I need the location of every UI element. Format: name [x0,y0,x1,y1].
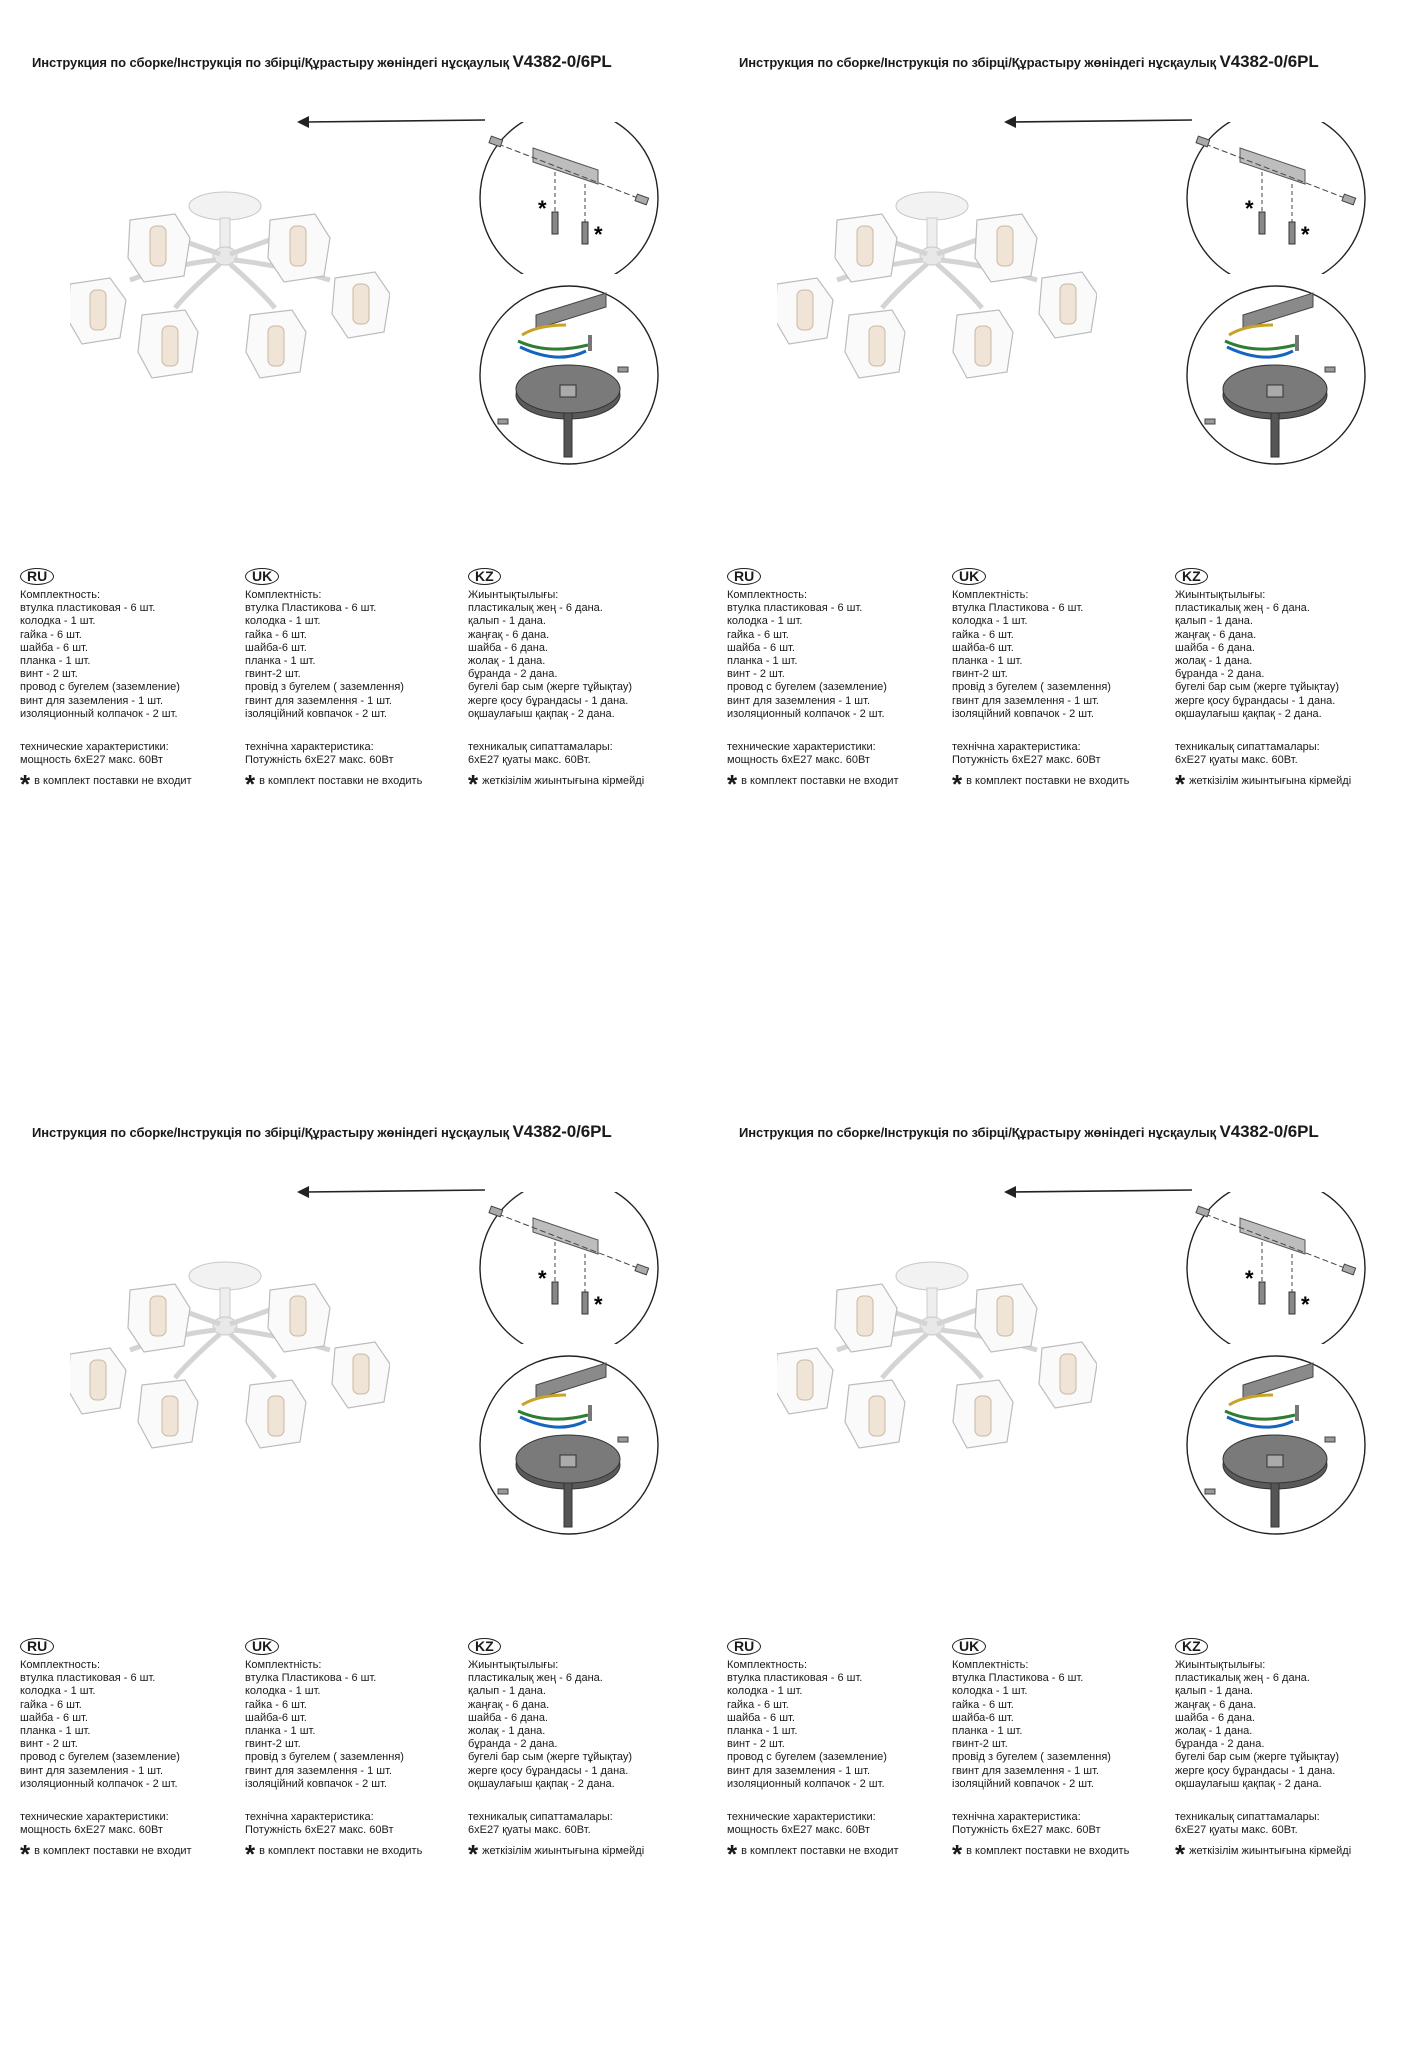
list-item: провод с бугелем (заземление) [20,681,180,694]
column-ru [20,568,192,800]
note-text: жеткізілім жиынтығына кірмейді [482,1845,645,1858]
tech-heading: технические характеристики: [727,741,876,754]
list-item: гвинт-2 шт. [245,1738,301,1751]
list-item: колодка - 1 шт. [952,1685,1028,1698]
tech-heading: технічна характеристика: [245,741,374,754]
wiring-canopy-diagram [1185,285,1367,475]
list-item: жолақ - 1 дана. [1175,1725,1253,1738]
title-text: Инструкция по сборке/Інструкція по збірці/Құрастыру жөніндегі нұсқаулық [739,55,1217,70]
list-item: втулка пластиковая - 6 шт. [20,1672,156,1685]
column-kz [468,1638,645,1870]
wiring-canopy-diagram [478,1355,660,1545]
asterisk-icon: * [1175,1839,1186,1870]
not-included-asterisk: * [594,222,603,247]
list-item: провід з бугелем ( заземлення) [952,681,1111,694]
contents-heading: Комплектность: [727,1659,808,1671]
note-text: жеткізілім жиынтығына кірмейді [482,775,645,788]
not-included-note [952,1839,1130,1870]
list-item: гвинт для заземлення - 1 шт. [245,694,392,707]
tech-value: мощность 6xE27 макс. 60Вт [20,1824,163,1837]
tech-heading: технічна характеристика: [245,1811,374,1824]
list-item: провід з бугелем ( заземлення) [952,1751,1111,1764]
not-included-note [245,1839,423,1870]
pointer-arrow [1002,100,1202,130]
lang-badge: RU [727,568,761,585]
list-item: бұранда - 2 дана. [468,1738,558,1751]
list-item: оқшаулағыш қақпақ - 2 дана. [1175,707,1322,720]
asterisk-icon: * [245,769,256,800]
list-item: втулка Пластикова - 6 шт. [952,1672,1084,1685]
list-item: ізоляційний ковпачок - 2 шт. [952,707,1094,720]
instruction-title [32,1122,612,1142]
list-item: гайка - 6 шт. [727,628,789,641]
lang-badge: UK [245,1638,279,1655]
list-item: изоляционный колпачок - 2 шт. [20,707,178,720]
note-text: в комплект поставки не входить [259,775,423,788]
list-item: втулка Пластикова - 6 шт. [245,1672,377,1685]
asterisk-icon: * [727,769,738,800]
title-text: Инструкция по сборке/Інструкція по збірці/Құрастыру жөніндегі нұсқаулық [739,1125,1217,1140]
list-item: жолақ - 1 дана. [468,1725,546,1738]
instruction-title [739,52,1319,72]
tech-value: мощность 6xE27 макс. 60Вт [727,1824,870,1837]
lang-badge: UK [952,568,986,585]
list-item: изоляционный колпачок - 2 шт. [20,1777,178,1790]
instruction-panel [0,0,707,1000]
list-item: гвинт-2 шт. [952,668,1008,681]
list-item: шайба - 6 шт. [727,1711,795,1724]
list-item: бугелі бар сым (жерге тұйықтау) [1175,1751,1340,1764]
list-item: втулка Пластикова - 6 шт. [245,602,377,615]
asterisk-icon: * [20,769,31,800]
tech-value: Потужність 6xE27 макс. 60Вт [952,754,1101,767]
contents-heading: Комплектность: [727,589,808,601]
title-text: Инструкция по сборке/Інструкція по збірці/Құрастыру жөніндегі нұсқаулық [32,55,510,70]
column-kz [1175,1638,1352,1870]
tech-heading: технічна характеристика: [952,741,1081,754]
list-item: бугелі бар сым (жерге тұйықтау) [468,1751,633,1764]
contents-heading: Комплектність: [952,1659,1029,1671]
model-number: V4382-0/6PL [1219,52,1319,71]
column-uk [245,568,423,800]
not-included-note [20,1839,192,1870]
lang-badge: UK [952,1638,986,1655]
contents-heading: Комплектность: [20,589,101,601]
not-included-note [1175,1839,1352,1870]
tech-value: мощность 6xE27 макс. 60Вт [727,754,870,767]
list-item: қалып - 1 дана. [468,1685,546,1698]
tech-heading: техникалық сипаттамалары: [468,1811,613,1824]
list-item: изоляционный колпачок - 2 шт. [727,707,885,720]
not-included-note [727,769,899,800]
column-ru [20,1638,192,1870]
list-item: гвинт для заземлення - 1 шт. [952,694,1099,707]
not-included-note [727,1839,899,1870]
list-item: қалып - 1 дана. [468,615,546,628]
contents-heading: Комплектність: [245,589,322,601]
list-item: шайба-6 шт. [245,1711,307,1724]
list-item: шайба - 6 дана. [468,1711,548,1724]
list-item: шайба-6 шт. [245,641,307,654]
not-included-note [1175,769,1352,800]
not-included-note [468,1839,645,1870]
list-item: колодка - 1 шт. [245,1685,321,1698]
tech-value: 6xE27 қуаты макс. 60Вт. [468,1824,591,1837]
list-item: колодка - 1 шт. [20,1685,96,1698]
bracket-mounting-diagram [478,1192,660,1344]
lang-badge: KZ [1175,568,1208,585]
list-item: гайка - 6 шт. [952,628,1014,641]
list-item: колодка - 1 шт. [20,615,96,628]
list-item: втулка пластиковая - 6 шт. [20,602,156,615]
title-text: Инструкция по сборке/Інструкція по збірці/Құрастыру жөніндегі нұсқаулық [32,1125,510,1140]
list-item: изоляционный колпачок - 2 шт. [727,1777,885,1790]
note-text: жеткізілім жиынтығына кірмейді [1189,1845,1352,1858]
list-item: колодка - 1 шт. [245,615,321,628]
not-included-asterisk: * [594,1292,603,1317]
list-item: шайба - 6 шт. [727,641,795,654]
list-item: гайка - 6 шт. [245,628,307,641]
list-item: винт - 2 шт. [727,1738,785,1751]
note-text: в комплект поставки не входить [966,1845,1130,1858]
list-item: винт - 2 шт. [727,668,785,681]
tech-value: Потужність 6xE27 макс. 60Вт [952,1824,1101,1837]
list-item: жаңғақ - 6 дана. [468,628,550,641]
list-item: планка - 1 шт. [20,1725,91,1738]
list-item: втулка пластиковая - 6 шт. [727,1672,863,1685]
list-item: гайка - 6 шт. [20,1698,82,1711]
list-item: винт для заземления - 1 шт. [727,694,871,707]
asterisk-icon: * [727,1839,738,1870]
column-uk [952,568,1130,800]
list-item: жаңғақ - 6 дана. [1175,1698,1257,1711]
list-item: планка - 1 шт. [20,655,91,668]
note-text: в комплект поставки не входить [966,775,1130,788]
list-item: оқшаулағыш қақпақ - 2 дана. [1175,1777,1322,1790]
instruction-title [739,1122,1319,1142]
tech-heading: технические характеристики: [20,741,169,754]
note-text: в комплект поставки не входит [741,775,899,788]
tech-heading: техникалық сипаттамалары: [1175,741,1320,754]
list-item: провід з бугелем ( заземлення) [245,681,404,694]
list-item: оқшаулағыш қақпақ - 2 дана. [468,707,615,720]
pointer-arrow [1002,1170,1202,1200]
contents-heading: Комплектность: [20,1659,101,1671]
list-item: провод с бугелем (заземление) [20,1751,180,1764]
list-item: колодка - 1 шт. [727,615,803,628]
not-included-note [245,769,423,800]
note-text: в комплект поставки не входит [741,1845,899,1858]
bracket-mounting-diagram [1185,122,1367,274]
chandelier-illustration [70,1250,390,1480]
list-item: гайка - 6 шт. [952,1698,1014,1711]
list-item: жолақ - 1 дана. [468,655,546,668]
not-included-note [468,769,645,800]
list-item: ізоляційний ковпачок - 2 шт. [952,1777,1094,1790]
pointer-arrow [295,100,495,130]
contents-heading: Жиынтықтылығы: [468,1659,559,1671]
tech-heading: техникалық сипаттамалары: [468,741,613,754]
bracket-mounting-diagram [478,122,660,274]
chandelier-illustration [777,180,1097,410]
list-item: гайка - 6 шт. [20,628,82,641]
column-ru [727,1638,899,1870]
lang-badge: RU [20,1638,54,1655]
contents-heading: Жиынтықтылығы: [1175,1659,1266,1671]
list-item: қалып - 1 дана. [1175,1685,1253,1698]
list-item: колодка - 1 шт. [952,615,1028,628]
list-item: планка - 1 шт. [727,655,798,668]
column-ru [727,568,899,800]
wiring-canopy-diagram [1185,1355,1367,1545]
note-text: жеткізілім жиынтығына кірмейді [1189,775,1352,788]
list-item: гайка - 6 шт. [727,1698,789,1711]
asterisk-icon: * [468,1839,479,1870]
note-text: в комплект поставки не входит [34,1845,192,1858]
column-uk [952,1638,1130,1870]
not-included-asterisk: * [1301,1292,1310,1317]
asterisk-icon: * [468,769,479,800]
list-item: оқшаулағыш қақпақ - 2 дана. [468,1777,615,1790]
list-item: колодка - 1 шт. [727,1685,803,1698]
list-item: бугелі бар сым (жерге тұйықтау) [468,681,633,694]
tech-value: мощность 6xE27 макс. 60Вт [20,754,163,767]
list-item: шайба - 6 дана. [468,641,548,654]
list-item: ізоляційний ковпачок - 2 шт. [245,1777,387,1790]
list-item: винт для заземления - 1 шт. [20,694,164,707]
list-item: планка - 1 шт. [952,655,1023,668]
not-included-asterisk: * [1245,1266,1254,1291]
note-text: в комплект поставки не входить [259,1845,423,1858]
instruction-panel [707,1070,1414,2070]
contents-heading: Комплектність: [952,589,1029,601]
list-item: гвинт для заземлення - 1 шт. [245,1764,392,1777]
instruction-panel [0,1070,707,2070]
asterisk-icon: * [20,1839,31,1870]
column-kz [1175,568,1352,800]
list-item: ізоляційний ковпачок - 2 шт. [245,707,387,720]
not-included-note [952,769,1130,800]
lang-badge: RU [20,568,54,585]
bracket-mounting-diagram [1185,1192,1367,1344]
list-item: планка - 1 шт. [727,1725,798,1738]
list-item: винт для заземления - 1 шт. [727,1764,871,1777]
tech-value: Потужність 6xE27 макс. 60Вт [245,754,394,767]
tech-value: 6xE27 қуаты макс. 60Вт. [1175,754,1298,767]
list-item: бұранда - 2 дана. [468,668,558,681]
not-included-asterisk: * [1245,196,1254,221]
lang-badge: RU [727,1638,761,1655]
list-item: жерге қосу бұрандасы - 1 дана. [468,694,629,707]
pointer-arrow [295,1170,495,1200]
asterisk-icon: * [952,1839,963,1870]
contents-heading: Комплектність: [245,1659,322,1671]
instruction-panel [707,0,1414,1000]
list-item: втулка Пластикова - 6 шт. [952,602,1084,615]
column-uk [245,1638,423,1870]
wiring-canopy-diagram [478,285,660,475]
list-item: шайба-6 шт. [952,641,1014,654]
model-number: V4382-0/6PL [512,1122,612,1141]
list-item: шайба-6 шт. [952,1711,1014,1724]
tech-heading: технические характеристики: [727,1811,876,1824]
list-item: бугелі бар сым (жерге тұйықтау) [1175,681,1340,694]
column-kz [468,568,645,800]
list-item: бұранда - 2 дана. [1175,668,1265,681]
list-item: гвинт-2 шт. [952,1738,1008,1751]
tech-value: 6xE27 қуаты макс. 60Вт. [1175,1824,1298,1837]
not-included-note [20,769,192,800]
asterisk-icon: * [245,1839,256,1870]
list-item: жолақ - 1 дана. [1175,655,1253,668]
list-item: шайба - 6 дана. [1175,1711,1255,1724]
list-item: провод с бугелем (заземление) [727,1751,887,1764]
list-item: планка - 1 шт. [952,1725,1023,1738]
note-text: в комплект поставки не входит [34,775,192,788]
tech-value: 6xE27 қуаты макс. 60Вт. [468,754,591,767]
list-item: қалып - 1 дана. [1175,615,1253,628]
lang-badge: KZ [468,568,501,585]
list-item: бұранда - 2 дана. [1175,1738,1265,1751]
list-item: гвинт-2 шт. [245,668,301,681]
list-item: планка - 1 шт. [245,655,316,668]
list-item: планка - 1 шт. [245,1725,316,1738]
list-item: жерге қосу бұрандасы - 1 дана. [1175,1764,1336,1777]
list-item: жерге қосу бұрандасы - 1 дана. [468,1764,629,1777]
list-item: пластикалық жең - 6 дана. [468,1672,603,1685]
model-number: V4382-0/6PL [512,52,612,71]
not-included-asterisk: * [538,1266,547,1291]
list-item: винт для заземления - 1 шт. [20,1764,164,1777]
tech-heading: технические характеристики: [20,1811,169,1824]
list-item: шайба - 6 шт. [20,1711,88,1724]
list-item: винт - 2 шт. [20,668,78,681]
list-item: втулка пластиковая - 6 шт. [727,602,863,615]
list-item: шайба - 6 дана. [1175,641,1255,654]
chandelier-illustration [777,1250,1097,1480]
contents-heading: Жиынтықтылығы: [468,589,559,601]
lang-badge: KZ [468,1638,501,1655]
lang-badge: KZ [1175,1638,1208,1655]
asterisk-icon: * [952,769,963,800]
chandelier-illustration [70,180,390,410]
list-item: винт - 2 шт. [20,1738,78,1751]
tech-heading: техникалық сипаттамалары: [1175,1811,1320,1824]
asterisk-icon: * [1175,769,1186,800]
list-item: шайба - 6 шт. [20,641,88,654]
tech-heading: технічна характеристика: [952,1811,1081,1824]
list-item: пластикалық жең - 6 дана. [468,602,603,615]
list-item: пластикалық жең - 6 дана. [1175,1672,1310,1685]
list-item: жаңғақ - 6 дана. [1175,628,1257,641]
contents-heading: Жиынтықтылығы: [1175,589,1266,601]
tech-value: Потужність 6xE27 макс. 60Вт [245,1824,394,1837]
list-item: провід з бугелем ( заземлення) [245,1751,404,1764]
model-number: V4382-0/6PL [1219,1122,1319,1141]
list-item: провод с бугелем (заземление) [727,681,887,694]
list-item: жаңғақ - 6 дана. [468,1698,550,1711]
lang-badge: UK [245,568,279,585]
not-included-asterisk: * [1301,222,1310,247]
list-item: пластикалық жең - 6 дана. [1175,602,1310,615]
list-item: гайка - 6 шт. [245,1698,307,1711]
instruction-title [32,52,612,72]
list-item: жерге қосу бұрандасы - 1 дана. [1175,694,1336,707]
list-item: гвинт для заземлення - 1 шт. [952,1764,1099,1777]
not-included-asterisk: * [538,196,547,221]
